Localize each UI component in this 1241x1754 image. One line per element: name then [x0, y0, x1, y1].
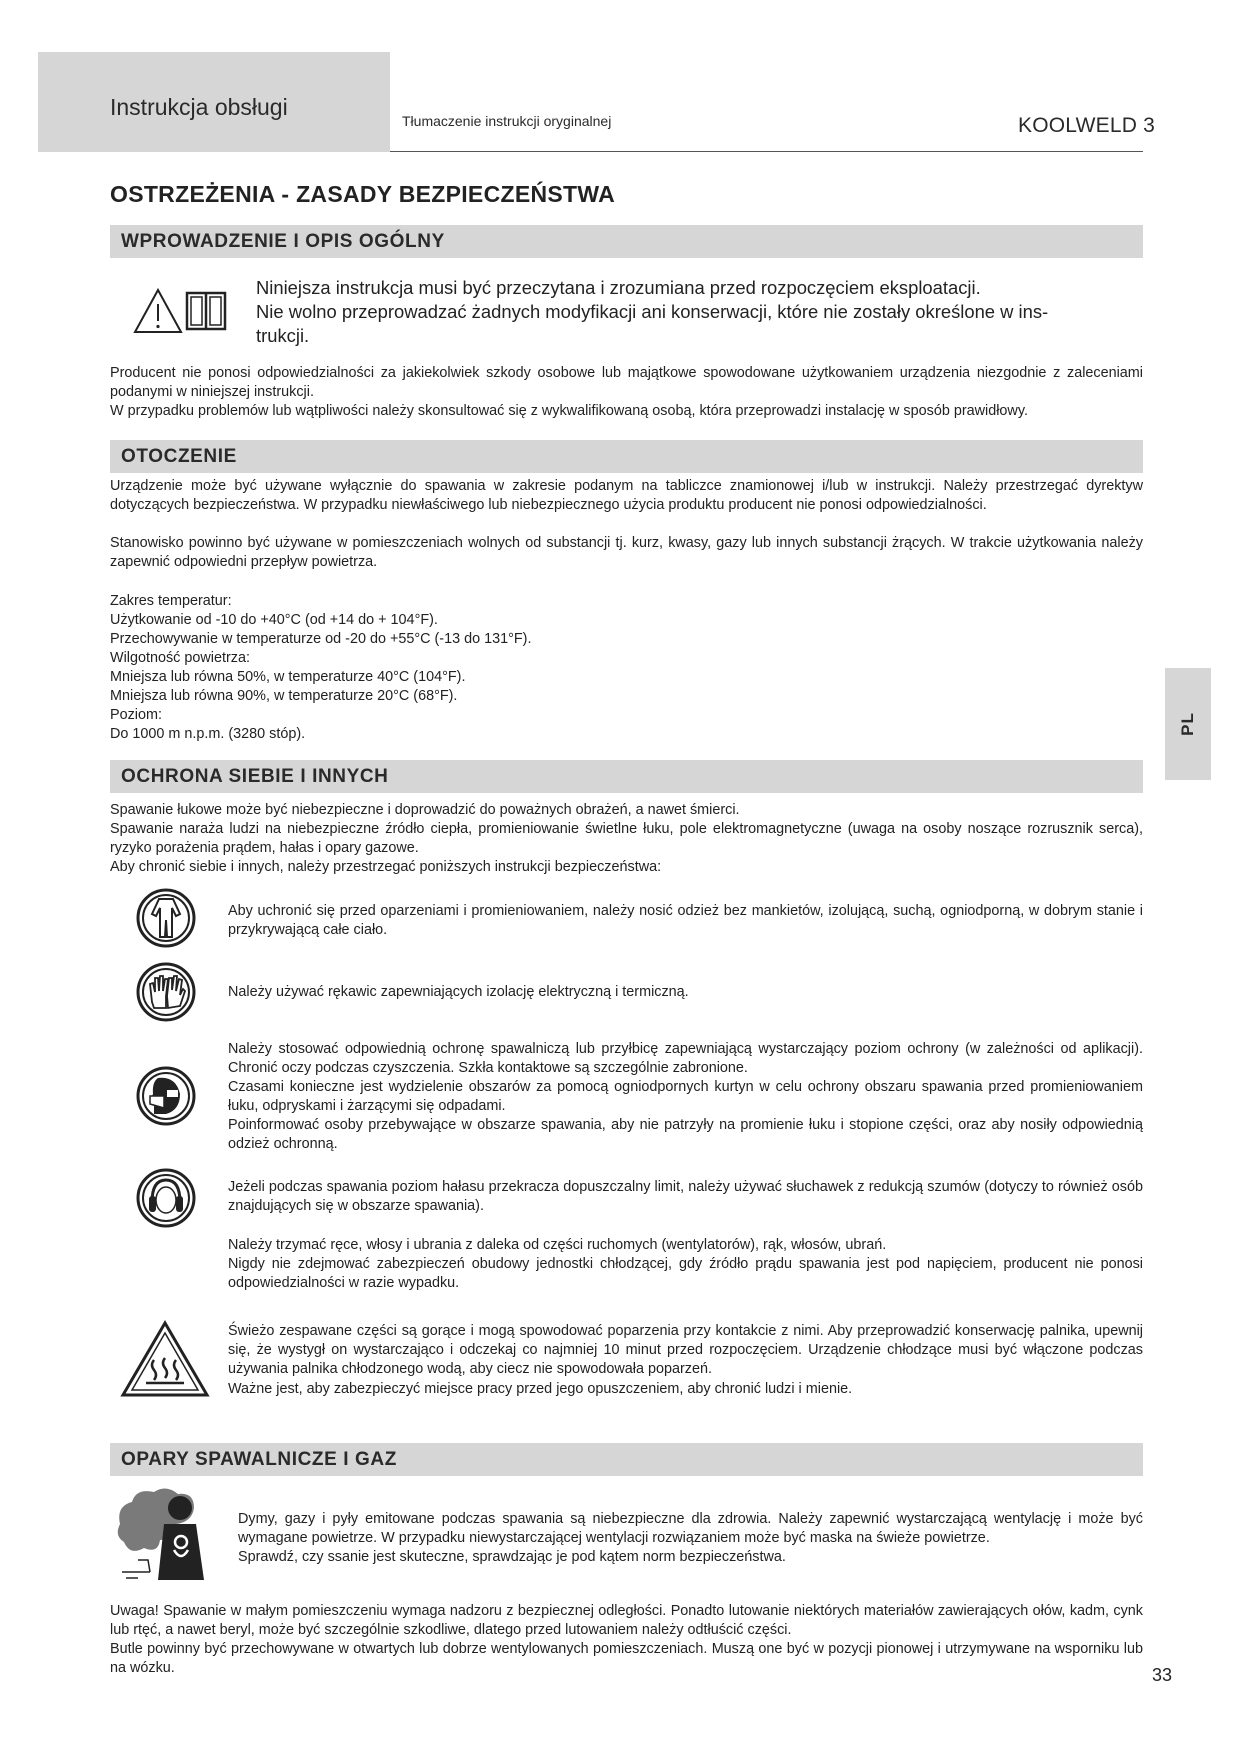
section-header-protection: [110, 760, 1143, 793]
clothing-instruction: Aby uchronić się przed oparzeniami i promieniowaniem, należy nosić odzież bez mankietów, izolującą, suchą, ogniodporną, w dobrym stanie i przykrywającą całe ciało.: [228, 903, 1143, 938]
fumes-instruction: Sprawdź, czy ssanie jest skuteczne, sprawdzając je pod kątem norm bezpieczeństwa.: [238, 1549, 786, 1565]
protection-line: Spawanie łukowe może być niebezpieczne i doprowadzić do poważnych obrażeń, a nawet śmierci.: [110, 802, 740, 818]
language-tab-label: PL: [1178, 712, 1197, 736]
environment-line: Do 1000 m n.p.m. (3280 stóp).: [110, 726, 306, 742]
hot-parts-instruction: Świeżo zespawane części są gorące i mogą spowodować poparzenia przy kontakcie z nimi. Aby przeprowadzić konserwację palnika, upewnij się, że wystygł on wystarczająco i odczekaj co najmniej 10 minut przed rozpoczęciem. Urządzenie chłodzące musi być włączone podczas używania palnika chłodzonego wodą, aby ciecz nie spowodowała poparzeń.: [228, 1323, 1143, 1377]
gloves-icon: [136, 962, 196, 1022]
hot-surface-icon: [120, 1320, 210, 1398]
section-title: OPARY SPAWALNICZE I GAZ: [121, 1449, 397, 1470]
section-header-environment: [110, 440, 1143, 473]
notice-line: trukcji.: [256, 325, 310, 346]
notice-line: Nie wolno przeprowadzać żadnych modyfikacji ani konserwacji, które nie zostały określone w ins-: [256, 301, 1049, 322]
intro-paragraph: Producent nie ponosi odpowiedzialności za jakiekolwiek szkody osobowe lub majątkowe spowodowane użytkowaniem urządzenia niezgodnie z zaleceniami podanymi w niniejszej instrukcji.: [110, 365, 1143, 400]
notice-line: Niniejsza instrukcja musi być przeczytana i zrozumiana przed rozpoczęciem eksploatacji.: [256, 277, 981, 298]
section-title: OCHRONA SIEBIE I INNYCH: [121, 766, 389, 787]
mask-instruction: Czasami konieczne jest wydzielenie obszarów za pomocą ogniodpornych kurtyn w celu ochrony obszaru spawania przed promieniowaniem łuku, odpryskami i żarzącymi się odpadami.: [228, 1079, 1143, 1114]
protection-line: Aby chronić siebie i innych, należy przestrzegać poniższych instrukcji bezpieczeństwa:: [110, 859, 662, 875]
manual-book-icon: [185, 290, 227, 332]
intro-paragraph: W przypadku problemów lub wątpliwości należy skonsultować się z wykwalifikowaną osobą, która przeprowadzi instalację w sposób prawidłowy.: [110, 403, 1028, 419]
header-divider: [390, 151, 1143, 152]
document-subtitle: Tłumaczenie instrukcji oryginalnej: [402, 113, 612, 129]
page-title: OSTRZEŻENIA - ZASADY BEZPIECZEŃSTWA: [110, 181, 616, 207]
fumes-instruction: Dymy, gazy i pyły emitowane podczas spawania są niebezpieczne dla zdrowia. Należy zapewnić wystarczającą wentylację i może być wymagane powietrze. W przypadku niewystarczającej wentylacji rozwiązaniem może być maska na świeże powietrze.: [238, 1511, 1143, 1546]
ear-instruction: Jeżeli podczas spawania poziom hałasu przekracza dopuszczalny limit, należy używać słuchawek z redukcją szumów (dotyczy to również osób znajdujących się w obszarze spawania).: [228, 1179, 1143, 1214]
section-title: OTOCZENIE: [121, 446, 237, 467]
section-header-intro: [110, 225, 1143, 258]
environment-line: Użytkowanie od -10 do +40°C (od +14 do + 104°F).: [110, 612, 438, 628]
environment-line: Wilgotność powietrza:: [110, 650, 250, 666]
warning-triangle-icon: [133, 288, 183, 334]
model-name: KOOLWELD 3: [1018, 114, 1155, 137]
hot-parts-instruction: Ważne jest, aby zabezpieczyć miejsce pracy przed jego opuszczeniem, aby chronić ludzi i mienie.: [228, 1381, 853, 1397]
environment-line: Przechowywanie w temperaturze od -20 do +55°C (-13 do 131°F).: [110, 631, 532, 647]
mask-instruction: Należy stosować odpowiednią ochronę spawalniczą lub przyłbicę zapewniającą wystarczający poziom ochrony (w zależności od aplikacji). Chronić oczy podczas czyszczenia. Szkła kontaktowe są szczególnie zabronione.: [228, 1041, 1143, 1076]
gas-cylinder-storage: Butle powinny być przechowywane w otwartych lub dobrze wentylowanych pomieszczeniach. Muszą one być w pozycji pionowej i utrzymywane na wsporniku lub na wózku.: [110, 1641, 1143, 1676]
language-tab: [1165, 668, 1211, 780]
protection-line: Spawanie naraża ludzi na niebezpieczne źródło ciepła, promieniowanie świetlne łuku, pole elektromagnetyczne (uwaga na osoby noszące rozrusznik serca), ryzyko porażenia prądem, hałas i opary gazowe.: [110, 821, 1143, 856]
fumes-icon: [114, 1484, 224, 1586]
environment-paragraph: Stanowisko powinno być używane w pomieszczeniach wolnych od substancji tj. kurz, kwasy, gazy lub innych substancji żrących. W trakcie użytkowania należy zapewnić odpowiedni przepływ powietrza.: [110, 535, 1143, 570]
environment-paragraph: Urządzenie może być używane wyłącznie do spawania w zakresie podanym na tabliczce znamionowej i/lub w instrukcji. Należy przestrzegać dyrektyw dotyczących bezpieczeństwa. W przypadku niewłaściwego lub niebezpiecznego użycia produktu producent nie ponosi odpowiedzialności.: [110, 478, 1143, 513]
fumes-warning: Uwaga! Spawanie w małym pomieszczeniu wymaga nadzoru z bezpiecznej odległości. Ponadto lutowanie niektórych materiałów zawierających ołów, kadm, cynk lub rtęć, a nawet beryl, może być szczególnie szkodliwe, dlatego przed lutowaniem należy odtłuścić części.: [110, 1603, 1143, 1638]
section-header-fumes: [110, 1443, 1143, 1476]
page-number: 33: [1152, 1665, 1173, 1685]
moving-parts-instruction: Należy trzymać ręce, włosy i ubrania z daleka od części ruchomych (wentylatorów), rąk, włosów, ubrań.: [228, 1237, 887, 1253]
mask-instruction: Poinformować osoby przebywające w obszarze spawania, aby nie patrzyły na promienie łuku i stopione części, oraz aby nosiły odpowiednią odzież ochronną.: [228, 1117, 1143, 1152]
environment-line: Mniejsza lub równa 90%, w temperaturze 20°C (68°F).: [110, 688, 458, 704]
document-title: Instrukcja obsługi: [110, 94, 288, 120]
section-title: WPROWADZENIE I OPIS OGÓLNY: [121, 231, 445, 252]
environment-line: Zakres temperatur:: [110, 593, 232, 609]
environment-line: Poziom:: [110, 707, 162, 723]
welding-mask-icon: [136, 1066, 196, 1126]
ear-protection-icon: [136, 1168, 196, 1228]
moving-parts-instruction: Nigdy nie zdejmować zabezpieczeń obudowy jednostki chłodzącej, gdy źródło prądu spawania jest pod napięciem, producent nie ponosi odpowiedzialności w razie wypadku.: [228, 1256, 1143, 1291]
protective-clothing-icon: [136, 888, 196, 948]
gloves-instruction: Należy używać rękawic zapewniających izolację elektryczną i termiczną.: [228, 984, 689, 1000]
environment-line: Mniejsza lub równa 50%, w temperaturze 40°C (104°F).: [110, 669, 466, 685]
